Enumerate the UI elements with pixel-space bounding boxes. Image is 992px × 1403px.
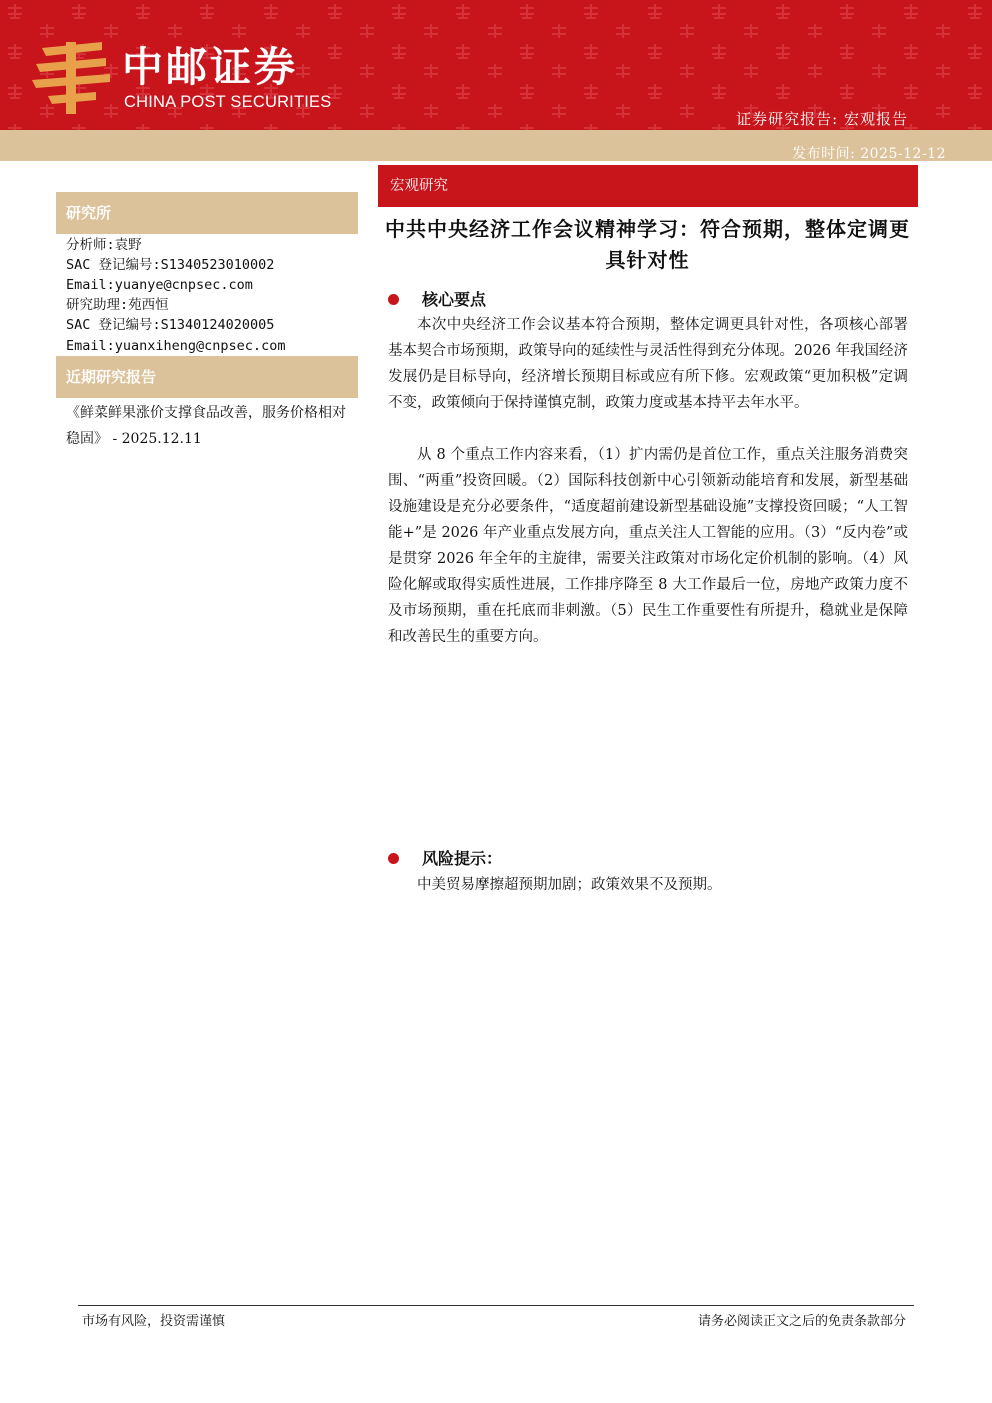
report-title: 中共中央经济工作会议精神学习：符合预期，整体定调更具针对性 xyxy=(385,217,910,272)
report-type-label: 证券研究报告: 宏观报告 xyxy=(736,110,908,128)
institute-heading: 研究所 xyxy=(56,192,358,234)
core-paragraph-2: 从 8 个重点工作内容来看，（1）扩内需仍是首位工作，重点关注服务消费突围、“两重”投资回暖。（2）国际科技创新中心引领新动能培育和发展，新型基础设施建设是充分必要条件，“适度超前建设新型基础设施”支撑投资回暖；“人工智能+”是 2026 年产业重点发展方向，重点关注人工智能的应用。（3）“反内卷”或是贯穿 2026 年全年的主旋律，需要关注政策对市场化定价机制的影响。（4）风险化解或取得实质性进展，工作排序降至 8 大工作最后一位，房地产政策力度不及市场预期，重在托底而非刺激。（5）民生工作重要性有所提升，稳就业是保障和改善民生的重要方向。 xyxy=(388,447,908,645)
core-points-label: 核心要点 xyxy=(422,290,487,309)
recent-report-link[interactable]: 《鲜菜鲜果涨价支撑食品改善，服务价格相对稳固》 - 2025.12.11 xyxy=(66,405,346,447)
section-label: 宏观研究 xyxy=(378,165,918,207)
analyst-sac-number: SAC 登记编号:S1340523010002 xyxy=(66,257,275,273)
footer-risk-note: 市场有风险，投资需谨慎 xyxy=(82,1314,226,1329)
publish-date: 发布时间: 2025-12-12 xyxy=(792,146,946,162)
assistant-email[interactable]: Email:yuanxiheng@cnpsec.com xyxy=(66,338,286,354)
header-banner xyxy=(0,0,992,130)
analyst-name: 分析师:袁野 xyxy=(66,237,142,253)
brand-name-en: CHINA POST SECURITIES xyxy=(124,93,332,111)
bullet-dot-icon xyxy=(388,853,399,864)
recent-reports-heading: 近期研究报告 xyxy=(56,356,358,398)
brand-name-cn: 中邮证券 xyxy=(122,43,298,91)
assistant-sac-number: SAC 登记编号:S1340124020005 xyxy=(66,317,275,333)
assistant-name: 研究助理:苑西恒 xyxy=(66,297,169,313)
footer-disclaimer-note: 请务必阅读正文之后的免责条款部分 xyxy=(697,1314,906,1329)
bullet-dot-icon xyxy=(388,294,399,305)
footer-divider xyxy=(78,1305,914,1306)
analyst-email[interactable]: Email:yuanye@cnpsec.com xyxy=(66,277,253,293)
core-paragraph-1: 本次中央经济工作会议基本符合预期，整体定调更具针对性，各项核心部署基本契合市场预期，政策导向的延续性与灵活性得到充分体现。2026 年我国经济发展仍是目标导向，经济增长预期目标或应有所下修。宏观政策“更加积极”定调不变，政策倾向于保持谨慎克制，政策力度或基本持平去年水平。 xyxy=(388,317,909,411)
china-post-logo-icon xyxy=(32,42,110,114)
risk-text: 中美贸易摩擦超预期加剧；政策效果不及预期。 xyxy=(417,877,722,893)
risk-label: 风险提示： xyxy=(422,849,503,868)
